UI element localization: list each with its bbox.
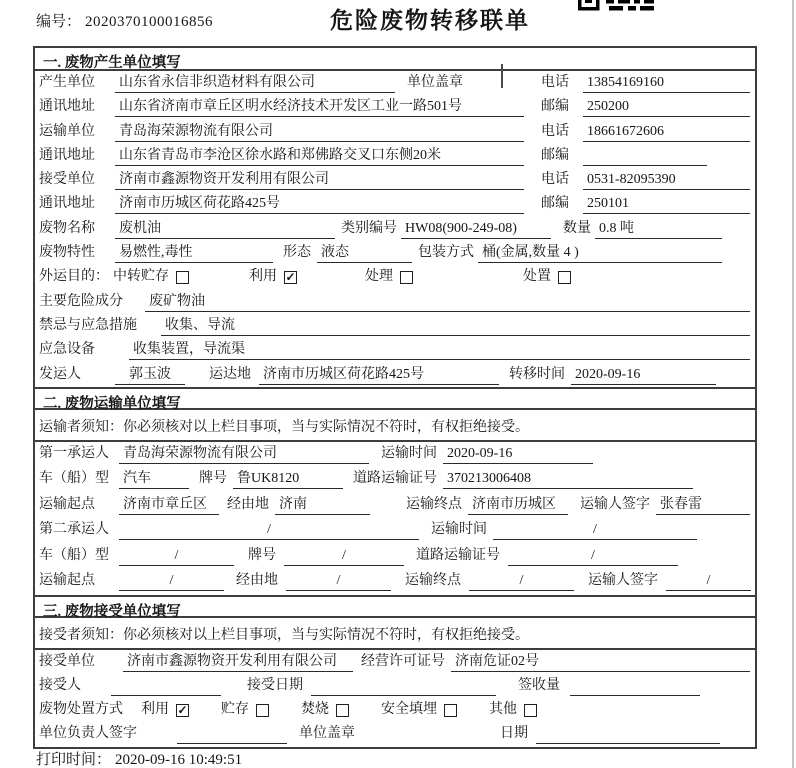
packaging-label: 包装方式 (418, 245, 474, 261)
checkbox-disposal-other-box (524, 704, 537, 717)
vehicle-type-value: 汽车 (119, 470, 189, 489)
address-label: 通讯地址 (39, 196, 95, 212)
destination-value: 济南市历城区荷花路425号 (259, 366, 499, 385)
waste-name-value: 废机油 (115, 220, 335, 239)
checkbox-disposal-storage-box (256, 704, 269, 717)
row-receiver-address (35, 192, 755, 216)
plate-number-value-2: / (284, 547, 404, 566)
address-label: 通讯地址 (39, 99, 95, 115)
row-waste-name (35, 217, 755, 241)
physical-form-value: 液态 (317, 244, 412, 263)
checkbox-disposal-other (489, 701, 537, 719)
phone-label: 电话 (541, 123, 569, 139)
transporter-unit-label: 运输单位 (39, 123, 95, 139)
transporter-notice (35, 410, 755, 442)
row-vehicle-type-1 (35, 467, 755, 493)
row-consignor (35, 363, 755, 387)
receiver-person-value (111, 677, 221, 696)
checkbox-utilize-box (284, 271, 297, 284)
destination-label: 运达地 (209, 366, 251, 382)
checkbox-transit-storage-box (176, 271, 189, 284)
generator-unit-value: 山东省永信非织造材料有限公司 (115, 74, 395, 93)
receiver-address-value: 济南市历城区荷花路425号 (115, 195, 524, 214)
physical-form-label: 形态 (283, 245, 311, 261)
terminus-value: 济南市历城区 (468, 496, 568, 515)
row-responsible-signature (35, 722, 755, 746)
receive-date-value (311, 677, 496, 696)
row-transfer-purpose (35, 265, 755, 289)
license-number-value: 济南危证02号 (451, 653, 750, 672)
checkbox-disposal-landfill (381, 701, 457, 719)
checkbox-treat-box (400, 271, 413, 284)
responsible-signature-label: 单位负责人签字 (39, 726, 137, 742)
license-number-label: 经营许可证号 (361, 653, 445, 669)
origin-label: 运输起点 (39, 496, 95, 512)
quantity-label: 数量 (563, 220, 591, 236)
checkbox-disposal-storage-label: 贮存 (221, 702, 249, 718)
disposal-method-label: 废物处置方式 (39, 702, 123, 718)
row-transporter-unit (35, 120, 755, 144)
zip-label: 邮编 (541, 196, 569, 212)
second-carrier-value: / (119, 521, 419, 540)
doc-number-label: 编号： (36, 14, 82, 30)
transporter-notice-text: 运输者须知：你必须核对以上栏目事项，当与实际情况不符时，有权拒绝接受。 (39, 419, 529, 435)
checkbox-disposal-utilize-label: 利用 (141, 702, 169, 718)
zip-label: 邮编 (541, 99, 569, 115)
category-code-value: HW08(900-249-08) (401, 220, 551, 239)
row-waste-properties (35, 241, 755, 265)
road-permit-label: 道路运输证号 (353, 471, 437, 487)
quantity-value: 0.8 吨 (595, 220, 722, 239)
row-receiving-unit (35, 650, 755, 674)
transfer-purpose-label: 外运目的： (39, 269, 109, 285)
checkmark: ✓ (177, 702, 188, 717)
date-label: 日期 (500, 726, 528, 742)
checkbox-dispose-label: 处置 (523, 269, 551, 285)
precautions-value: 收集、导流 (161, 317, 750, 336)
row-generator-address (35, 95, 755, 119)
page-edge-line (792, 0, 794, 768)
via-value-2: / (286, 572, 391, 591)
row-hazardous-components (35, 290, 755, 314)
road-permit-value-2: / (508, 547, 678, 566)
carrier-signature-value: 张春雷 (656, 496, 750, 515)
checkbox-disposal-incinerate-box (336, 704, 349, 717)
category-code-label: 类别编号 (341, 220, 397, 236)
section-generator (35, 48, 755, 387)
via-value: 济南 (275, 496, 370, 515)
via-label: 经由地 (236, 573, 278, 589)
row-route-2 (35, 569, 755, 595)
checkbox-dispose (523, 268, 571, 286)
packaging-value: 桶(金属,数量 4 ) (478, 244, 722, 263)
received-quantity-value (570, 677, 700, 696)
vehicle-type-value-2: / (119, 547, 234, 566)
second-carrier-label: 第二承运人 (39, 522, 109, 538)
checkbox-disposal-other-label: 其他 (489, 702, 517, 718)
generator-phone-group (541, 74, 752, 93)
transporter-zip-value (583, 147, 707, 166)
plate-number-label: 牌号 (248, 547, 276, 563)
phone-label: 电话 (541, 75, 569, 90)
receiver-person-label: 接受人 (39, 678, 81, 694)
transport-date-label: 运输时间 (381, 445, 437, 461)
row-first-carrier (35, 442, 755, 468)
transport-date-value-2: / (493, 521, 697, 540)
origin-label: 运输起点 (39, 573, 95, 589)
carrier-signature-value-2: / (666, 572, 751, 591)
waste-properties-value: 易燃性,毒性 (115, 244, 273, 263)
consignor-label: 发运人 (39, 366, 81, 382)
transporter-phone-value: 18661672606 (583, 123, 750, 142)
responsible-signature-value (177, 725, 287, 744)
checkbox-utilize-label: 利用 (249, 269, 277, 285)
transfer-date-label: 转移时间 (509, 366, 565, 382)
first-carrier-value: 青岛海荣源物流有限公司 (119, 445, 369, 464)
terminus-value-2: / (469, 572, 574, 591)
road-permit-label: 道路运输证号 (416, 547, 500, 563)
checkbox-disposal-utilize-box (176, 704, 189, 717)
seal-cell-divider (501, 64, 503, 88)
phone-label: 电话 (541, 172, 569, 188)
receive-date-label: 接受日期 (247, 678, 303, 694)
carrier-signature-label: 运输人签字 (580, 496, 650, 512)
received-quantity-label: 签收量 (518, 678, 560, 694)
receiving-unit-label: 接受单位 (39, 653, 95, 669)
row-emergency-equipment (35, 338, 755, 362)
transport-date-value: 2020-09-16 (443, 445, 593, 464)
doc-number-value: 2020370100016856 (85, 14, 214, 30)
checkbox-disposal-landfill-box (444, 704, 457, 717)
checkbox-utilize (249, 268, 297, 286)
generator-address-value: 山东省济南市章丘区明水经济技术开发区工业一路501号 (115, 98, 524, 117)
row-transporter-address (35, 144, 755, 168)
checkbox-transit-storage-label: 中转贮存 (113, 269, 169, 285)
waste-name-label: 废物名称 (39, 220, 95, 236)
receiver-unit-value: 济南市鑫源物资开发利用有限公司 (115, 171, 524, 190)
generator-zip-group (541, 98, 752, 117)
transporter-unit-value: 青岛海荣源物流有限公司 (115, 123, 524, 142)
receiver-phone-group (541, 171, 752, 190)
generator-unit-label: 产生单位 (39, 75, 95, 90)
terminus-label: 运输终点 (405, 573, 461, 589)
precautions-label: 禁忌与应急措施 (39, 317, 137, 333)
row-route-1 (35, 493, 755, 519)
terminus-label: 运输终点 (406, 496, 462, 512)
emergency-equipment-label: 应急设备 (39, 342, 95, 358)
receiver-zip-group (541, 195, 752, 214)
checkbox-disposal-landfill-label: 安全填埋 (381, 702, 437, 718)
section-generator-header: 一. 废物产生单位填写 (35, 48, 755, 71)
checkbox-disposal-incinerate (301, 701, 349, 719)
carrier-signature-label: 运输人签字 (588, 573, 658, 589)
row-precautions (35, 314, 755, 338)
generator-zip-value: 250200 (583, 98, 750, 117)
vehicle-type-label: 车（船）型 (39, 547, 109, 563)
form-table (33, 46, 757, 749)
vehicle-type-label: 车（船）型 (39, 471, 109, 487)
receiver-zip-value: 250101 (583, 195, 750, 214)
row-second-carrier (35, 518, 755, 544)
transport-date-label: 运输时间 (431, 522, 487, 538)
checkbox-transit-storage (113, 268, 189, 286)
origin-value: 济南市章丘区 (119, 496, 219, 515)
row-receiver-person (35, 674, 755, 698)
plate-number-label: 牌号 (199, 471, 227, 487)
origin-value-2: / (119, 572, 224, 591)
receiver-unit-label: 接受单位 (39, 172, 95, 188)
checkbox-disposal-utilize (141, 701, 189, 719)
receiver-phone-value: 0531-82095390 (583, 171, 750, 190)
transporter-phone-group (541, 123, 752, 142)
section-transporter (35, 387, 755, 595)
road-permit-value: 370213006408 (443, 470, 693, 489)
receiver-notice-text: 接受者须知：你必须核对以上栏目事项，当与实际情况不符时，有权拒绝接受。 (39, 627, 529, 643)
qr-code-fragment-icon (578, 0, 654, 12)
consignor-value: 郭玉波 (115, 366, 185, 385)
plate-number-value: 鲁UK8120 (233, 470, 343, 489)
transporter-zip-group (541, 147, 752, 166)
unit-seal-label: 单位盖章 (407, 75, 463, 90)
address-label: 通讯地址 (39, 147, 95, 163)
waste-properties-label: 废物特性 (39, 245, 95, 261)
checkmark: ✓ (285, 269, 296, 284)
hazardous-components-label: 主要危险成分 (39, 293, 123, 309)
section-receiver (35, 595, 755, 747)
checkbox-treat-label: 处理 (365, 269, 393, 285)
generator-phone-value: 13854169160 (583, 74, 750, 93)
row-disposal-method (35, 698, 755, 722)
receiving-unit-value: 济南市鑫源物资开发利用有限公司 (123, 653, 353, 672)
doc-number (36, 10, 213, 31)
page-title: 危险废物转移联单 (330, 8, 530, 33)
zip-label: 邮编 (541, 147, 569, 163)
emergency-equipment-value: 收集装置，导流渠 (129, 341, 750, 360)
hazardous-components-value: 废矿物油 (145, 293, 750, 312)
transporter-address-value: 山东省青岛市李沧区徐水路和郑佛路交叉口东侧20米 (115, 147, 524, 166)
row-generator-unit (35, 71, 755, 95)
print-time-value: 2020-09-16 10:49:51 (115, 752, 243, 768)
print-time (36, 748, 242, 768)
via-label: 经由地 (227, 496, 269, 512)
section-transporter-header: 二. 废物运输单位填写 (35, 387, 755, 410)
checkbox-treat (365, 268, 413, 286)
first-carrier-label: 第一承运人 (39, 445, 109, 461)
print-time-label: 打印时间： (36, 752, 112, 768)
checkbox-disposal-storage (221, 701, 269, 719)
date-value (536, 725, 720, 744)
checkbox-dispose-box (558, 271, 571, 284)
receiver-notice (35, 618, 755, 650)
unit-seal-label: 单位盖章 (299, 726, 355, 742)
section-receiver-header: 三. 废物接受单位填写 (35, 595, 755, 618)
transfer-date-value: 2020-09-16 (571, 366, 716, 385)
row-receiver-unit (35, 168, 755, 192)
row-vehicle-type-2 (35, 544, 755, 570)
checkbox-disposal-incinerate-label: 焚烧 (301, 702, 329, 718)
